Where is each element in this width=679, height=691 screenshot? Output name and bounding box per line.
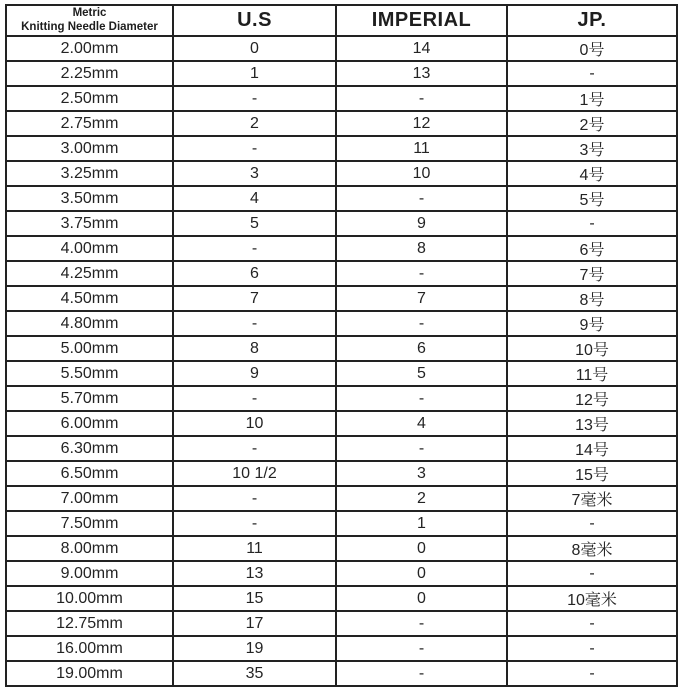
column-header-imperial: IMPERIAL	[336, 5, 507, 36]
cell-imperial: 10	[336, 161, 507, 186]
table-row	[6, 636, 677, 661]
cell-metric: 4.50mm	[6, 286, 173, 311]
cell-jp: -	[507, 561, 677, 586]
column-header-metric-line2: Knitting Needle Diameter	[21, 20, 158, 33]
cell-metric: 3.50mm	[6, 186, 173, 211]
cell-jp: 5号	[507, 186, 677, 211]
cell-jp: 7毫米	[507, 486, 677, 511]
cell-jp: -	[507, 61, 677, 86]
needle-size-conversion-table	[5, 4, 678, 687]
table-row	[6, 161, 677, 186]
cell-jp: 8号	[507, 286, 677, 311]
table-row	[6, 661, 677, 686]
cell-metric: 2.50mm	[6, 86, 173, 111]
table-row	[6, 586, 677, 611]
table-row	[6, 561, 677, 586]
cell-us: 10	[173, 411, 336, 436]
cell-us: -	[173, 236, 336, 261]
table-row	[6, 211, 677, 236]
cell-imperial: -	[336, 636, 507, 661]
table-row	[6, 86, 677, 111]
cell-us: 7	[173, 286, 336, 311]
cell-imperial: 1	[336, 511, 507, 536]
column-header-us: U.S	[173, 5, 336, 36]
cell-imperial: -	[336, 386, 507, 411]
cell-jp: 3号	[507, 136, 677, 161]
cell-us: 10 1/2	[173, 461, 336, 486]
cell-imperial: -	[336, 186, 507, 211]
cell-jp: -	[507, 211, 677, 236]
cell-imperial: 7	[336, 286, 507, 311]
cell-metric: 16.00mm	[6, 636, 173, 661]
cell-us: 15	[173, 586, 336, 611]
table-row	[6, 536, 677, 561]
cell-jp: 2号	[507, 111, 677, 136]
cell-metric: 5.00mm	[6, 336, 173, 361]
table-row	[6, 311, 677, 336]
cell-imperial: 13	[336, 61, 507, 86]
cell-imperial: 4	[336, 411, 507, 436]
table-row	[6, 361, 677, 386]
cell-metric: 10.00mm	[6, 586, 173, 611]
cell-us: 19	[173, 636, 336, 661]
cell-imperial: 5	[336, 361, 507, 386]
table-row	[6, 136, 677, 161]
table-row	[6, 611, 677, 636]
cell-imperial: -	[336, 86, 507, 111]
table-row	[6, 486, 677, 511]
cell-us: 9	[173, 361, 336, 386]
column-header-metric	[6, 5, 173, 36]
table-row	[6, 236, 677, 261]
table-row	[6, 111, 677, 136]
cell-jp: 0号	[507, 36, 677, 61]
cell-imperial: 9	[336, 211, 507, 236]
table-row	[6, 36, 677, 61]
cell-metric: 4.00mm	[6, 236, 173, 261]
cell-jp: 1号	[507, 86, 677, 111]
cell-metric: 4.80mm	[6, 311, 173, 336]
cell-us: 0	[173, 36, 336, 61]
table-row	[6, 511, 677, 536]
table-row	[6, 411, 677, 436]
cell-us: -	[173, 511, 336, 536]
cell-us: 2	[173, 111, 336, 136]
cell-imperial: -	[336, 611, 507, 636]
cell-jp: 8毫米	[507, 536, 677, 561]
cell-jp: 12号	[507, 386, 677, 411]
cell-metric: 3.25mm	[6, 161, 173, 186]
cell-us: 35	[173, 661, 336, 686]
cell-jp: 6号	[507, 236, 677, 261]
cell-us: -	[173, 436, 336, 461]
cell-us: 5	[173, 211, 336, 236]
cell-jp: 9号	[507, 311, 677, 336]
cell-us: 17	[173, 611, 336, 636]
cell-us: 3	[173, 161, 336, 186]
cell-metric: 6.50mm	[6, 461, 173, 486]
cell-metric: 6.30mm	[6, 436, 173, 461]
cell-metric: 8.00mm	[6, 536, 173, 561]
cell-metric: 12.75mm	[6, 611, 173, 636]
cell-imperial: -	[336, 661, 507, 686]
cell-imperial: 0	[336, 536, 507, 561]
table-body	[6, 36, 677, 686]
cell-us: -	[173, 486, 336, 511]
cell-us: -	[173, 311, 336, 336]
column-header-jp: JP.	[507, 5, 677, 36]
table-row	[6, 461, 677, 486]
cell-jp: 14号	[507, 436, 677, 461]
cell-us: -	[173, 136, 336, 161]
cell-metric: 3.75mm	[6, 211, 173, 236]
cell-us: -	[173, 86, 336, 111]
cell-metric: 19.00mm	[6, 661, 173, 686]
cell-imperial: 14	[336, 36, 507, 61]
cell-imperial: 3	[336, 461, 507, 486]
cell-jp: 10号	[507, 336, 677, 361]
cell-metric: 5.70mm	[6, 386, 173, 411]
cell-jp: 13号	[507, 411, 677, 436]
cell-metric: 2.25mm	[6, 61, 173, 86]
header-row	[6, 5, 677, 36]
cell-us: 4	[173, 186, 336, 211]
cell-jp: -	[507, 661, 677, 686]
cell-metric: 5.50mm	[6, 361, 173, 386]
cell-us: 13	[173, 561, 336, 586]
cell-us: 6	[173, 261, 336, 286]
cell-jp: 7号	[507, 261, 677, 286]
cell-jp: 11号	[507, 361, 677, 386]
cell-imperial: -	[336, 311, 507, 336]
table-row	[6, 386, 677, 411]
cell-us: 1	[173, 61, 336, 86]
table-row	[6, 436, 677, 461]
table-row	[6, 186, 677, 211]
cell-metric: 9.00mm	[6, 561, 173, 586]
cell-metric: 2.00mm	[6, 36, 173, 61]
cell-jp: -	[507, 611, 677, 636]
cell-imperial: 12	[336, 111, 507, 136]
cell-us: 8	[173, 336, 336, 361]
column-header-metric-line1: Metric	[72, 6, 107, 19]
cell-us: -	[173, 386, 336, 411]
cell-metric: 7.50mm	[6, 511, 173, 536]
cell-imperial: 0	[336, 561, 507, 586]
table-row	[6, 61, 677, 86]
cell-imperial: 8	[336, 236, 507, 261]
cell-metric: 4.25mm	[6, 261, 173, 286]
cell-jp: 10毫米	[507, 586, 677, 611]
cell-jp: -	[507, 636, 677, 661]
cell-metric: 2.75mm	[6, 111, 173, 136]
cell-jp: -	[507, 511, 677, 536]
table-row	[6, 261, 677, 286]
cell-us: 11	[173, 536, 336, 561]
cell-imperial: -	[336, 436, 507, 461]
cell-metric: 3.00mm	[6, 136, 173, 161]
cell-imperial: 11	[336, 136, 507, 161]
table-row	[6, 336, 677, 361]
cell-jp: 15号	[507, 461, 677, 486]
cell-jp: 4号	[507, 161, 677, 186]
cell-imperial: 2	[336, 486, 507, 511]
cell-imperial: -	[336, 261, 507, 286]
cell-imperial: 6	[336, 336, 507, 361]
cell-metric: 6.00mm	[6, 411, 173, 436]
cell-imperial: 0	[336, 586, 507, 611]
table-row	[6, 286, 677, 311]
cell-metric: 7.00mm	[6, 486, 173, 511]
